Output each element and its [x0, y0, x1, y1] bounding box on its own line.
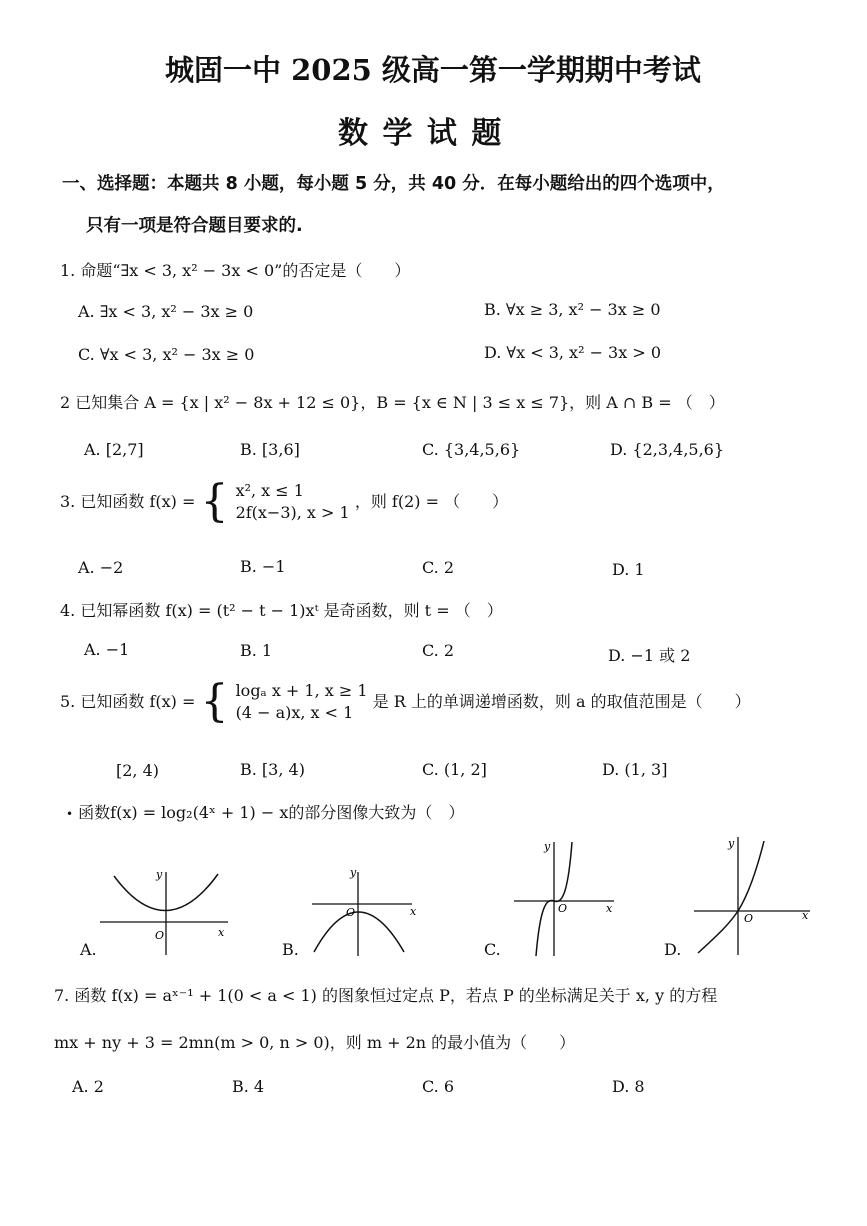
question-4-option-a: A. −1: [84, 640, 130, 659]
question-6-option-c: C.: [484, 940, 501, 959]
question-5-prefix: 5. 已知函数 f(x) =: [60, 692, 196, 711]
question-6-option-a: A.: [80, 940, 97, 959]
question-6-option-b: B.: [282, 940, 299, 959]
question-1-stem: 1. 命题“∃x < 3, x² − 3x < 0”的否定是（ ）: [60, 261, 411, 280]
y-label: y: [728, 837, 735, 850]
question-5-option-a: [2, 4): [116, 761, 160, 780]
piecewise-brace: {: [200, 676, 229, 727]
piecewise-brace: {: [200, 476, 229, 527]
question-7-option-b: B. 4: [232, 1077, 265, 1096]
origin-label: O: [346, 906, 356, 919]
exam-title: 城固一中 2025 级高一第一学期期中考试: [165, 53, 701, 87]
question-6-stem: [66, 800, 464, 823]
bullet-mark: •: [66, 807, 74, 821]
curve: [314, 912, 404, 952]
x-label: x: [606, 902, 613, 915]
question-3-option-a: A. −2: [78, 558, 124, 577]
question-4-option-b: B. 1: [240, 641, 273, 660]
y-label: y: [544, 840, 551, 853]
question-6-text: 函数f(x) = log₂(4ˣ + 1) − x的部分图像大致为（ ）: [78, 803, 465, 822]
question-4-stem: 4. 已知幂函数 f(x) = (t² − t − 1)xᵗ 是奇函数，则 t = （ ）: [60, 601, 503, 620]
question-3-option-d: D. 1: [612, 560, 645, 579]
origin-label: O: [558, 902, 568, 915]
subject-title: 数 学 试 题: [338, 116, 504, 151]
y-label: y: [350, 866, 357, 879]
question-7-option-c: C. 6: [422, 1077, 455, 1096]
question-2-option-b: B. [3,6]: [240, 440, 300, 459]
origin-label: O: [155, 929, 165, 942]
question-5-option-c: C. (1, 2]: [422, 760, 487, 779]
x-label: x: [802, 909, 809, 922]
question-7-option-d: D. 8: [612, 1077, 645, 1096]
question-7-option-a: A. 2: [72, 1077, 104, 1096]
question-3-prefix: 3. 已知函数 f(x) =: [60, 492, 196, 511]
section-instructions-line2: 只有一项是符合题目要求的.: [86, 216, 303, 236]
question-3-option-c: C. 2: [422, 558, 455, 577]
section-instructions-line1: 一、选择题：本题共 8 小题，每小题 5 分，共 40 分．在每小题给出的四个选项中，: [62, 174, 725, 194]
question-6-graph-c: [506, 838, 621, 958]
question-5-stem: [60, 676, 751, 727]
question-2-stem: 2 已知集合 A = {x | x² − 8x + 12 ≤ 0}，B = {x ∈ N | 3 ≤ x ≤ 7}，则 A ∩ B = （ ）: [60, 393, 725, 412]
question-5-cases: [236, 680, 368, 724]
question-5-option-b: B. [3, 4): [240, 760, 305, 779]
question-1-option-a: A. ∃x < 3, x² − 3x ≥ 0: [78, 302, 254, 321]
question-5-case-1: logₐ x + 1, x ≥ 1: [235, 681, 368, 700]
question-7-line1: 7. 函数 f(x) = aˣ⁻¹ + 1(0 < a < 1) 的图象恒过定点 P，若点 P 的坐标满足关于 x, y 的方程: [54, 986, 718, 1005]
curve: [698, 841, 764, 953]
question-6-graph-a: [100, 850, 240, 965]
origin-label: O: [744, 912, 754, 925]
question-1-option-d: D. ∀x < 3, x² − 3x > 0: [484, 343, 662, 362]
question-3-stem: [60, 476, 509, 527]
question-6-graph-d: [690, 833, 815, 958]
question-7-line2: mx + ny + 3 = 2mn(m > 0, n > 0)，则 m + 2n 的最小值为（ ）: [54, 1033, 576, 1052]
question-2-option-a: A. [2,7]: [84, 440, 144, 459]
question-5-option-d: D. (1, 3]: [602, 760, 668, 779]
question-6-graph-b: [300, 858, 425, 958]
question-1-option-b: B. ∀x ≥ 3, x² − 3x ≥ 0: [484, 300, 661, 319]
question-4-option-c: C. 2: [422, 641, 455, 660]
y-label: y: [156, 868, 163, 881]
question-3-case-2: 2f(x−3), x > 1: [235, 503, 350, 522]
question-3-option-b: B. −1: [240, 557, 286, 576]
x-label: x: [218, 926, 225, 939]
question-3-case-1: x², x ≤ 1: [235, 481, 304, 500]
question-5-suffix: 是 R 上的单调递增函数，则 a 的取值范围是（ ）: [372, 692, 751, 711]
x-label: x: [410, 905, 417, 918]
question-3-suffix: ，则 f(2) = （ ）: [354, 492, 509, 511]
question-2-option-c: C. {3,4,5,6}: [422, 440, 521, 459]
question-6-option-d: D.: [664, 940, 682, 959]
question-5-case-2: (4 − a)x, x < 1: [235, 703, 354, 722]
question-3-cases: [236, 480, 350, 524]
question-2-option-d: D. {2,3,4,5,6}: [610, 440, 725, 459]
question-4-option-d: D. −1 或 2: [608, 646, 691, 665]
question-1-option-c: C. ∀x < 3, x² − 3x ≥ 0: [78, 345, 255, 364]
